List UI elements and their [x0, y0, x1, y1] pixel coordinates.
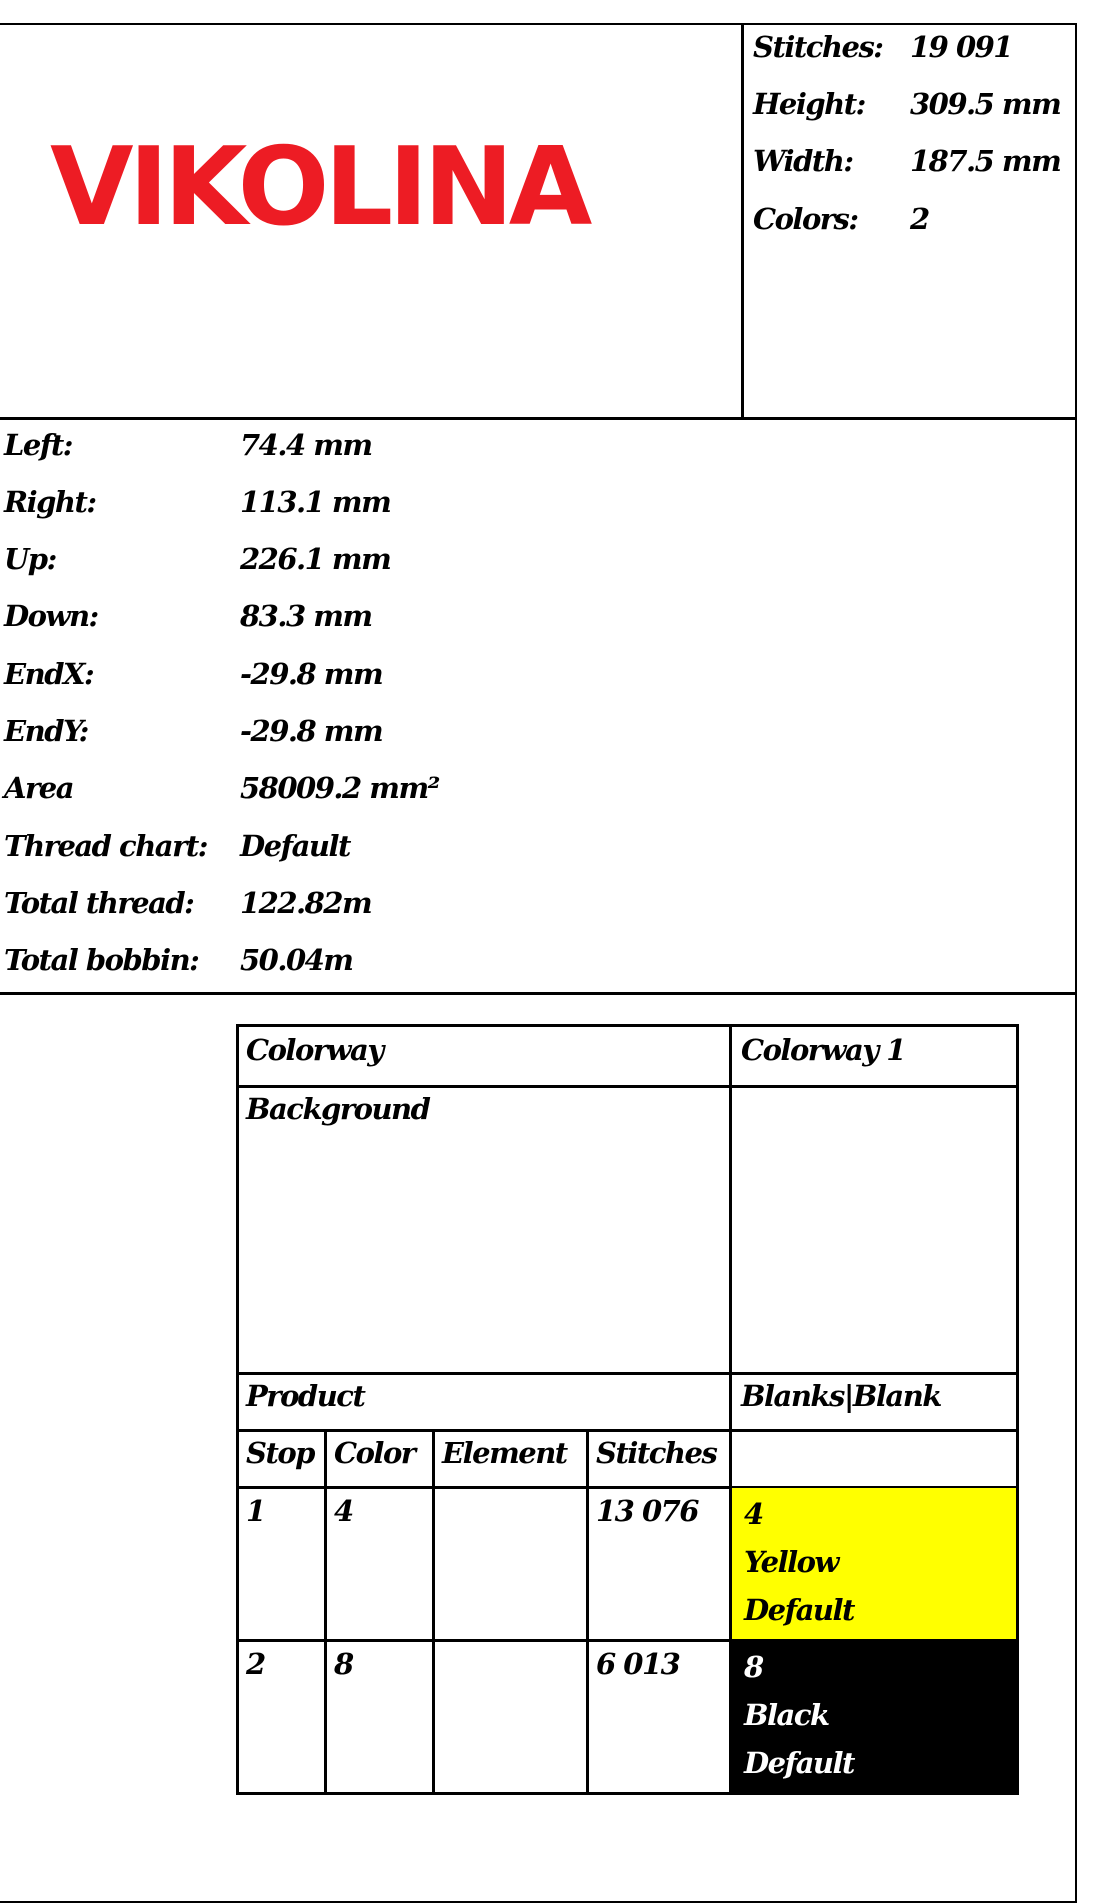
color-swatch-black: [732, 1641, 1016, 1792]
property-label: Thread chart:: [4, 829, 207, 863]
property-label: Down:: [4, 599, 98, 633]
colorway-value: Colorway 1: [741, 1033, 905, 1067]
product-label: Product: [246, 1379, 365, 1413]
property-value: 113.1 mm: [240, 485, 391, 519]
colors-value: 2: [910, 202, 929, 236]
row-stop: 1: [246, 1494, 265, 1528]
table-rule: [586, 1429, 589, 1795]
product-value: Blanks|Blank: [741, 1379, 941, 1413]
colorway-table: [236, 1024, 1019, 1795]
column-header-stitches: Stitches: [596, 1436, 717, 1470]
width-value: 187.5 mm: [910, 144, 1061, 178]
property-value: 58009.2 mm²: [240, 771, 439, 805]
column-header-stop: Stop: [246, 1436, 314, 1470]
property-label: Total bobbin:: [4, 943, 199, 977]
section-divider: [0, 992, 1077, 995]
header-divider: [741, 25, 744, 418]
table-rule: [236, 1372, 1019, 1375]
table-rule: [236, 1024, 1019, 1027]
swatch-chart: Default: [744, 1746, 854, 1780]
property-value: 50.04m: [240, 943, 353, 977]
height-label: Height:: [753, 87, 865, 121]
swatch-number: 4: [744, 1497, 763, 1531]
property-value: -29.8 mm: [240, 714, 383, 748]
table-rule: [236, 1792, 1019, 1795]
table-rule: [236, 1024, 239, 1795]
swatch-number: 8: [744, 1650, 763, 1684]
swatch-name: Yellow: [744, 1545, 838, 1579]
property-label: Right:: [4, 485, 96, 519]
property-label: Area: [4, 771, 74, 805]
design-title: VIKOLINA: [50, 125, 588, 250]
row-color: 8: [334, 1647, 353, 1681]
stitches-value: 19 091: [910, 30, 1012, 64]
property-label: EndX:: [4, 657, 94, 691]
row-stitches: 13 076: [596, 1494, 698, 1528]
property-value: -29.8 mm: [240, 657, 383, 691]
property-label: Total thread:: [4, 886, 194, 920]
row-color: 4: [334, 1494, 353, 1528]
table-rule: [324, 1429, 327, 1795]
height-value: 309.5 mm: [910, 87, 1061, 121]
property-value: 83.3 mm: [240, 599, 372, 633]
section-divider: [0, 417, 1077, 420]
colorway-label: Colorway: [246, 1033, 383, 1067]
table-rule: [236, 1085, 1019, 1088]
width-label: Width:: [753, 144, 853, 178]
row-stitches: 6 013: [596, 1647, 680, 1681]
property-value: 226.1 mm: [240, 542, 391, 576]
property-value: 122.82m: [240, 886, 372, 920]
property-label: EndY:: [4, 714, 88, 748]
column-header-element: Element: [442, 1436, 567, 1470]
table-rule: [236, 1429, 1019, 1432]
color-swatch-yellow: [732, 1488, 1016, 1639]
swatch-name: Black: [744, 1698, 829, 1732]
property-value: Default: [240, 829, 350, 863]
table-rule: [432, 1429, 435, 1795]
column-header-color: Color: [334, 1436, 415, 1470]
row-stop: 2: [246, 1647, 265, 1681]
stitches-label: Stitches:: [753, 30, 883, 64]
background-label: Background: [246, 1092, 430, 1126]
property-value: 74.4 mm: [240, 428, 372, 462]
property-label: Left:: [4, 428, 72, 462]
swatch-chart: Default: [744, 1593, 854, 1627]
colors-label: Colors:: [753, 202, 858, 236]
property-label: Up:: [4, 542, 56, 576]
table-rule: [1016, 1024, 1019, 1795]
